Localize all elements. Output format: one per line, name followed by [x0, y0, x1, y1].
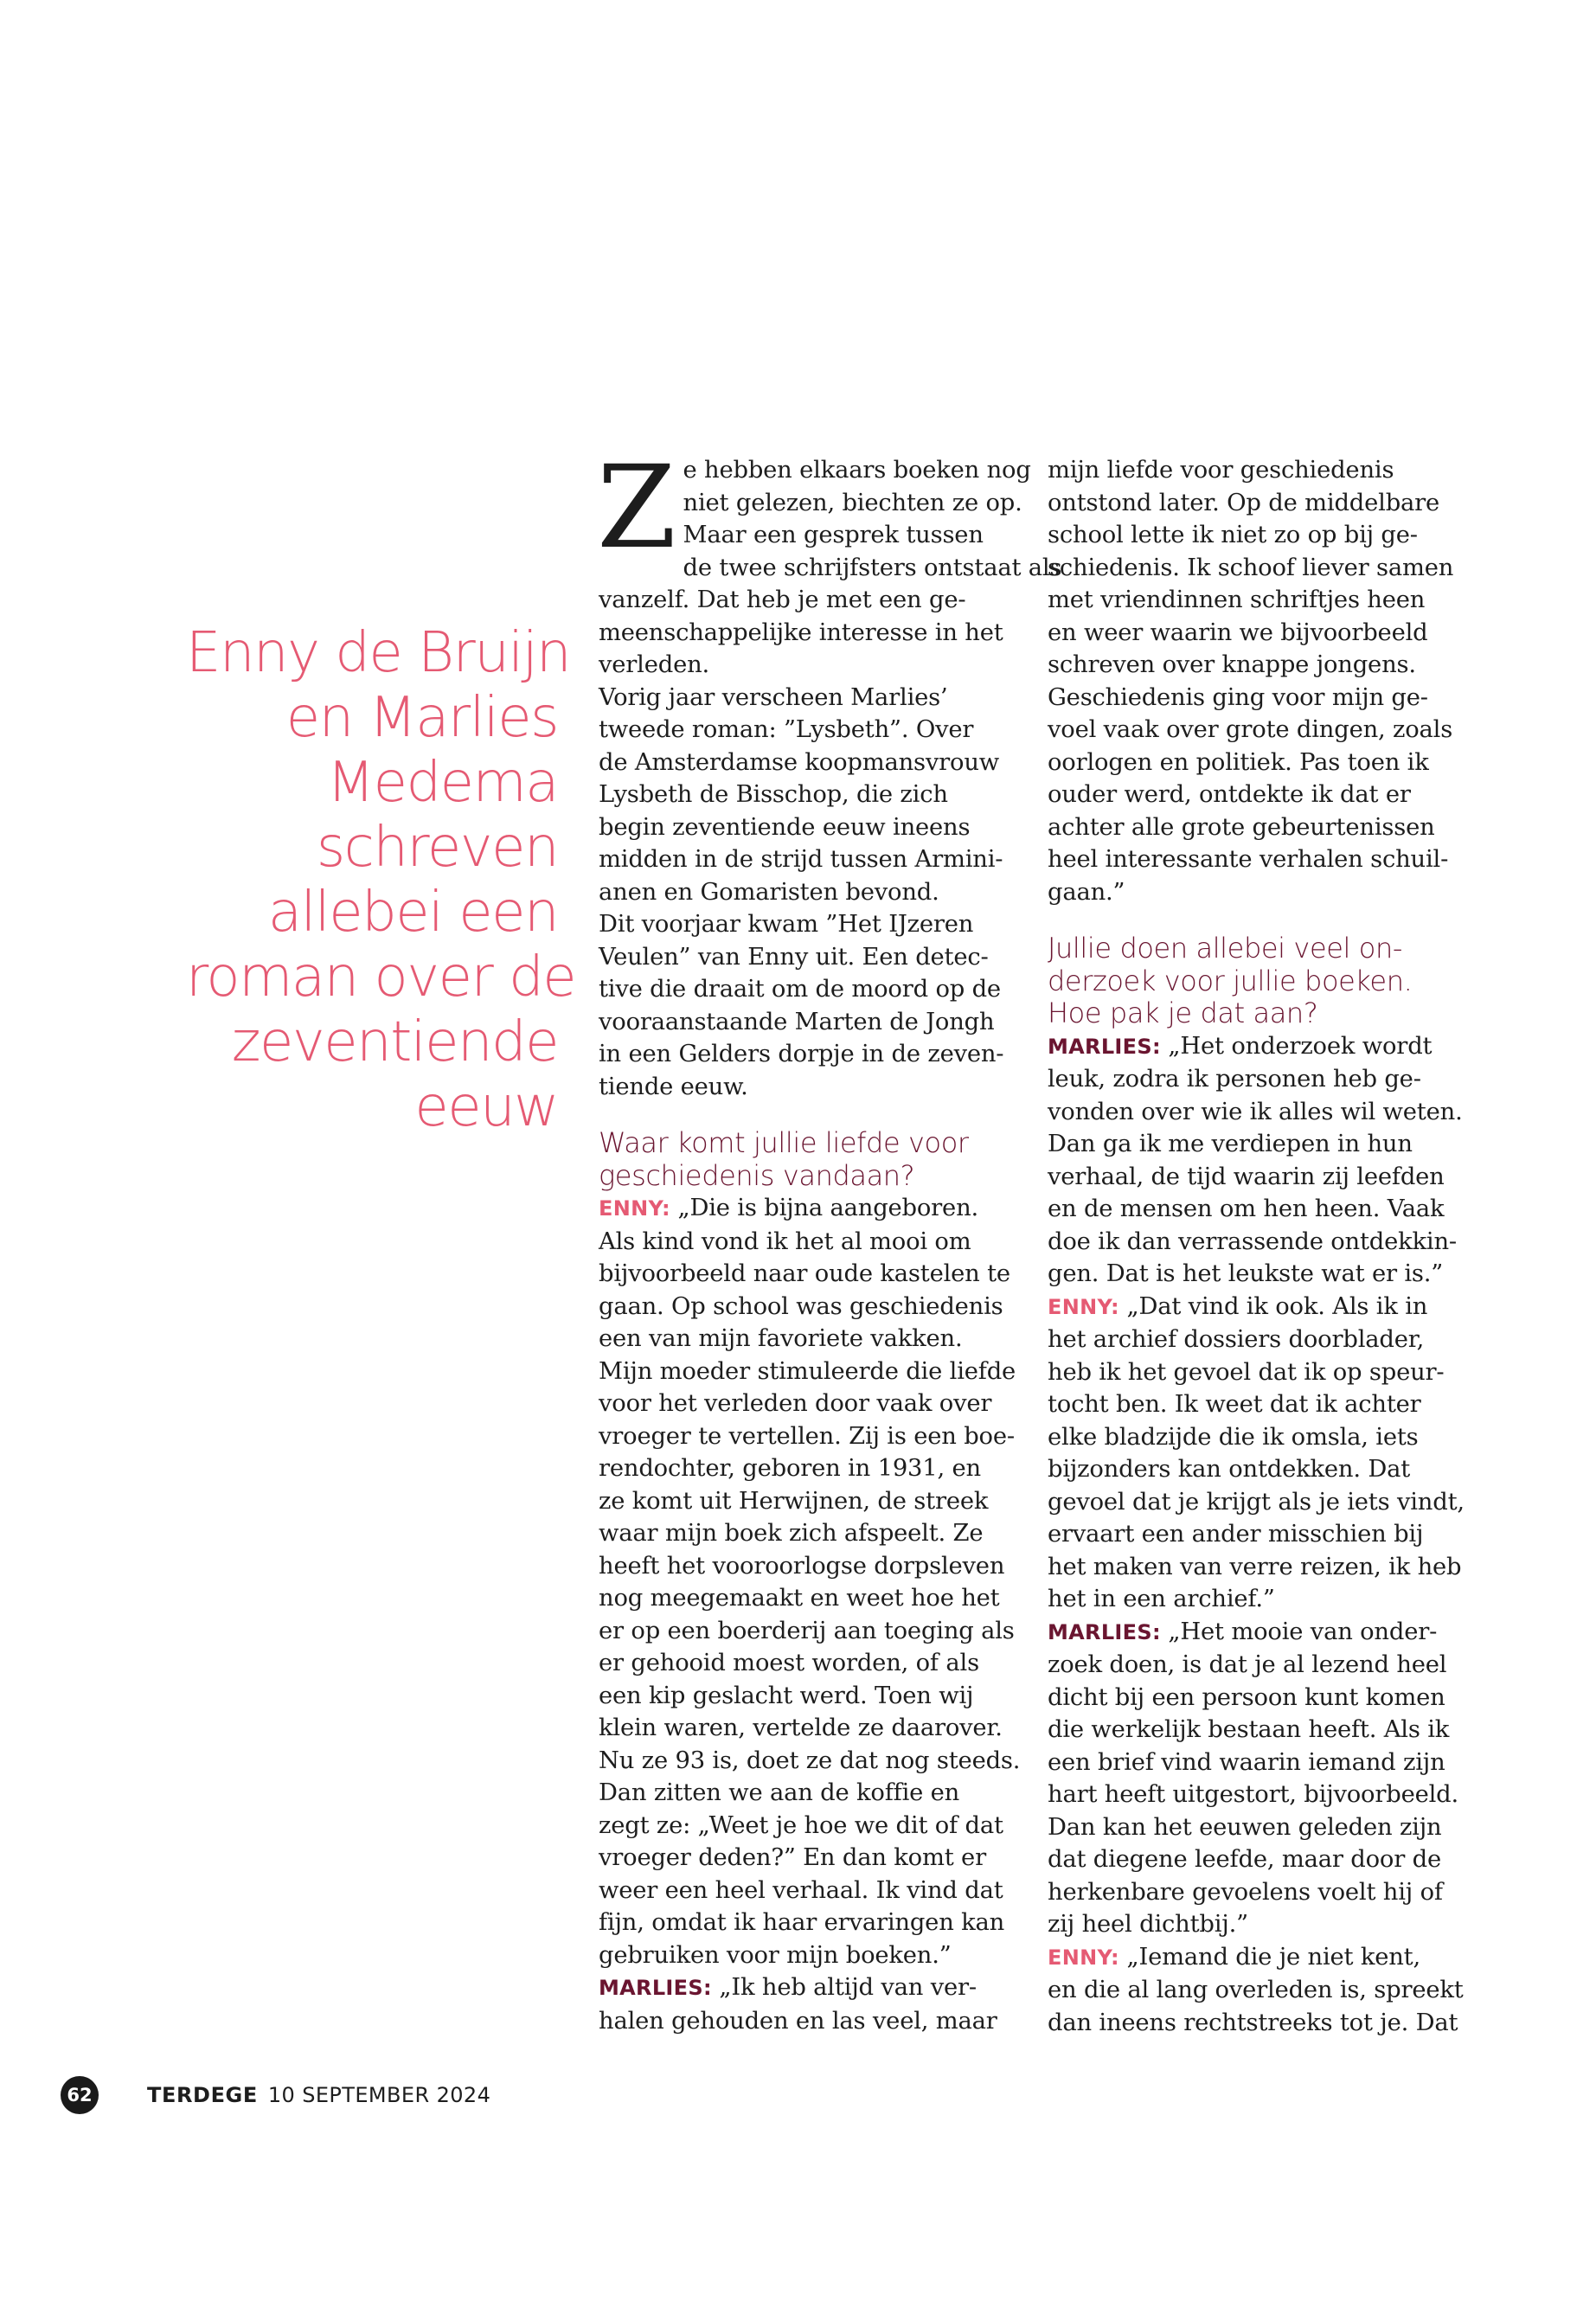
- text-line: zoek doen, is dat je al lezend heel: [1048, 1651, 1447, 1678]
- text-line: schreven over knappe jongens.: [1048, 651, 1416, 678]
- text-line: Lysbeth de Bisschop, die zich: [599, 781, 948, 808]
- magazine-name: TERDEGE: [147, 2083, 258, 2107]
- intro-line: roman over de: [186, 945, 576, 1009]
- text-line: heel interessante verhalen schuil-: [1048, 846, 1449, 873]
- text-line: leuk, zodra ik personen heb ge-: [1048, 1066, 1421, 1093]
- text-line: e hebben elkaars boeken nog: [683, 457, 1031, 484]
- text-line: een brief vind waarin iemand zijn: [1048, 1748, 1445, 1776]
- paragraph-intro: [597, 441, 1062, 682]
- text-line: gen. Dat is het leukste wat er is.”: [1048, 1260, 1444, 1287]
- text-line: nog meegemaakt en weet hoe het: [599, 1585, 1000, 1612]
- text-line: er op een boerderij aan toeging als: [599, 1617, 1015, 1644]
- text-line: verhaal, de tijd waarin zij leefden: [1048, 1163, 1445, 1190]
- text-line: gebruiken voor mijn boeken.”: [599, 1941, 952, 1969]
- page-footer: [61, 2078, 490, 2112]
- interview-question: [1048, 933, 1463, 1030]
- text-line: vonden over wie ik alles wil weten.: [1048, 1098, 1463, 1125]
- text-line: niet gelezen, biechten ze op.: [683, 489, 1022, 516]
- text-line: en de mensen om hen heen. Vaak: [1048, 1195, 1445, 1222]
- text-line: mijn liefde voor geschiedenis: [1048, 457, 1394, 484]
- text-line: elke bladzijde die ik omsla, iets: [1048, 1423, 1419, 1451]
- text-line: vooraanstaande Marten de Jongh: [599, 1008, 995, 1035]
- paragraph-ijzeren-veulen: [599, 908, 1014, 1103]
- answer-marlies: [599, 1971, 1014, 2037]
- text-line: Geschiedenis ging voor mijn ge-: [1048, 683, 1428, 711]
- text-line: tweede roman: ”Lysbeth”. Over: [599, 716, 974, 743]
- text-line: achter alle grote gebeurtenissen: [1048, 813, 1435, 841]
- text-line: school lette ik niet zo op bij ge-: [1048, 522, 1418, 548]
- intro-text: [186, 621, 576, 1140]
- answer-start: „Iemand die je niet kent,: [1126, 1943, 1420, 1971]
- intro-line: eeuw: [414, 1075, 558, 1139]
- text-line: Vorig jaar verscheen Marlies’: [599, 683, 948, 711]
- text-line: tocht ben. Ik weet dat ik achter: [1048, 1391, 1421, 1418]
- text-line: rendochter, geboren in 1931, en: [599, 1455, 981, 1482]
- answer-start: „Die is bijna aangeboren.: [677, 1195, 979, 1221]
- text-line: het maken van verre reizen, ik heb: [1048, 1553, 1462, 1580]
- text-line: Dan ga ik me verdiepen in hun: [1048, 1131, 1413, 1157]
- text-line: [1048, 1030, 1463, 1064]
- text-line: [1048, 1291, 1463, 1324]
- text-line: er gehooid moest worden, of als: [599, 1650, 979, 1676]
- text-line: gaan.”: [1048, 878, 1125, 906]
- text-line: met vriendinnen schriftjes heen: [1048, 586, 1426, 613]
- text-line: een kip geslacht werd. Toen wij: [599, 1682, 974, 1709]
- text-line: waar mijn boek zich afspeelt. Ze: [599, 1520, 984, 1547]
- text-line: het in een archief.”: [1048, 1586, 1275, 1612]
- answer-marlies: [1048, 1030, 1463, 1291]
- intro-line: allebei een: [267, 881, 558, 945]
- question-line: Jullie doen allebei veel on-: [1048, 932, 1403, 965]
- answer-start: „Dat vind ik ook. Als ik in: [1126, 1292, 1428, 1320]
- text-line: anen en Gomaristen bevond.: [599, 878, 939, 906]
- intro-line: Enny de Bruijn: [186, 621, 571, 685]
- text-line: tiende eeuw.: [599, 1073, 748, 1100]
- text-line: een van mijn favoriete vakken.: [599, 1325, 963, 1352]
- article-column-1: [597, 441, 1062, 2037]
- text-line: halen gehouden en las veel, maar: [599, 2007, 997, 2035]
- intro-line: schreven: [316, 816, 558, 880]
- text-line: [599, 1192, 1014, 1226]
- speaker-label-marlies: MARLIES:: [1048, 1034, 1161, 1059]
- text-line: ze komt uit Herwijnen, de streek: [599, 1487, 989, 1515]
- text-line: oorlogen en politiek. Pas toen ik: [1048, 748, 1429, 776]
- text-line: verleden.: [599, 651, 710, 678]
- text-line: Als kind vond ik het al mooi om: [599, 1227, 971, 1255]
- text-line: vroeger te vertellen. Zij is een boe-: [599, 1422, 1015, 1450]
- text-line: schiedenis. Ik schoof liever samen: [1048, 554, 1454, 581]
- page-number-badge: 62: [61, 2076, 99, 2114]
- text-line: heeft het vooroorlogse dorpsleven: [599, 1552, 1005, 1580]
- speaker-label-enny: ENNY:: [1048, 1294, 1119, 1319]
- text-line: die werkelijk bestaan heeft. Als ik: [1048, 1716, 1450, 1743]
- text-line: heb ik het gevoel dat ik op speur-: [1048, 1358, 1445, 1386]
- text-line: tive die draait om de moord op de: [599, 976, 1001, 1003]
- answer-start: „Ik heb altijd van ver-: [719, 1974, 977, 2001]
- intro-line: Medema: [326, 751, 558, 815]
- answer-marlies-continued: [1048, 454, 1463, 908]
- text-line: de twee schrijfsters ontstaat als: [683, 554, 1062, 581]
- text-line: meenschappelijke interesse in het: [599, 619, 1003, 646]
- text-line: gaan. Op school was geschiedenis: [599, 1292, 1003, 1320]
- article-column-2: [1048, 454, 1463, 2039]
- text-line: zij heel dichtbij.”: [1048, 1911, 1248, 1938]
- intro-line: zeventiende: [231, 1010, 558, 1074]
- question-line: Waar komt jullie liefde voor: [599, 1126, 969, 1159]
- text-line: doe ik dan verrassende ontdekkin-: [1048, 1227, 1457, 1255]
- speaker-label-marlies: MARLIES:: [1048, 1619, 1161, 1644]
- issue-date: 10 SEPTEMBER 2024: [267, 2083, 491, 2107]
- question-line: derzoek voor jullie boeken.: [1048, 964, 1413, 997]
- text-line: ouder werd, ontdekte ik dat er: [1048, 781, 1411, 808]
- text-line: Nu ze 93 is, doet ze dat nog steeds.: [599, 1747, 1021, 1774]
- answer-enny: [1048, 1291, 1463, 1616]
- text-line: en die al lang overleden is, spreekt: [1048, 1977, 1464, 2003]
- text-line: zegt ze: „Weet je hoe we dit of dat: [599, 1811, 1003, 1839]
- text-line: gevoel dat je krijgt als je iets vindt,: [1048, 1488, 1465, 1516]
- text-line: [1048, 1941, 1463, 1975]
- text-line: Veulen” van Enny uit. Een detec-: [599, 943, 989, 971]
- text-line: [599, 1971, 1014, 2005]
- question-line: Hoe pak je dat aan?: [1048, 997, 1318, 1029]
- text-line: dicht bij een persoon kunt komen: [1048, 1683, 1445, 1711]
- answer-marlies: [1048, 1616, 1463, 1941]
- speaker-label-enny: ENNY:: [1048, 1945, 1119, 1970]
- answer-start: „Het mooie van onder-: [1168, 1618, 1438, 1645]
- answer-enny: [1048, 1941, 1463, 2040]
- text-line: Dit voorjaar kwam ”Het IJzeren: [599, 911, 974, 938]
- text-line: voel vaak over grote dingen, zoals: [1048, 716, 1453, 743]
- text-line: dat diegene leefde, maar door de: [1048, 1846, 1441, 1873]
- paragraph-lysbeth: [599, 682, 1014, 909]
- text-line: in een Gelders dorpje in de zeven-: [599, 1041, 1004, 1067]
- text-line: en weer waarin we bijvoorbeeld: [1048, 619, 1428, 646]
- text-line: voor het verleden door vaak over: [599, 1390, 992, 1417]
- text-line: klein waren, vertelde ze daarover.: [599, 1715, 1003, 1741]
- text-line: Maar een gesprek tussen: [683, 522, 984, 548]
- text-line: dan ineens rechtstreeks tot je. Dat: [1048, 2009, 1458, 2036]
- text-line: vanzelf. Dat heb je met een ge-: [599, 586, 966, 613]
- speaker-label-enny: ENNY:: [599, 1196, 670, 1221]
- text-line: hart heeft uitgestort, bijvoorbeeld.: [1048, 1781, 1458, 1808]
- text-line: midden in de strijd tussen Armini-: [599, 846, 1003, 873]
- text-line: het archief dossiers doorblader,: [1048, 1326, 1425, 1353]
- text-line: herkenbare gevoelens voelt hij of: [1048, 1878, 1443, 1906]
- speaker-label-marlies: MARLIES:: [599, 1976, 712, 2000]
- question-line: geschiedenis vandaan?: [599, 1158, 915, 1192]
- text-line: ontstond later. Op de middelbare: [1048, 489, 1440, 516]
- text-line: ervaart een ander misschien bij: [1048, 1521, 1424, 1548]
- text-line: weer een heel verhaal. Ik vind dat: [599, 1876, 1003, 1904]
- text-line: bijzonders kan ontdekken. Dat: [1048, 1456, 1411, 1483]
- text-line: Mijn moeder stimuleerde die liefde: [599, 1357, 1016, 1385]
- text-line: begin zeventiende eeuw ineens: [599, 813, 971, 841]
- text-line: vroeger deden?” En dan komt er: [599, 1844, 986, 1871]
- intro-line: en Marlies: [285, 686, 558, 750]
- drop-cap: Z: [597, 441, 676, 574]
- text-line: bijvoorbeeld naar oude kastelen te: [599, 1260, 1010, 1287]
- text-line: fijn, omdat ik haar ervaringen kan: [599, 1909, 1005, 1936]
- answer-enny: [599, 1192, 1021, 1971]
- text-line: Dan zitten we aan de koffie en: [599, 1779, 960, 1806]
- answer-start: „Het onderzoek wordt: [1168, 1032, 1433, 1060]
- text-line: Dan kan het eeuwen geleden zijn: [1048, 1813, 1442, 1841]
- interview-question: [599, 1127, 1014, 1192]
- text-line: [1048, 1616, 1463, 1650]
- text-line: de Amsterdamse koopmansvrouw: [599, 748, 1000, 776]
